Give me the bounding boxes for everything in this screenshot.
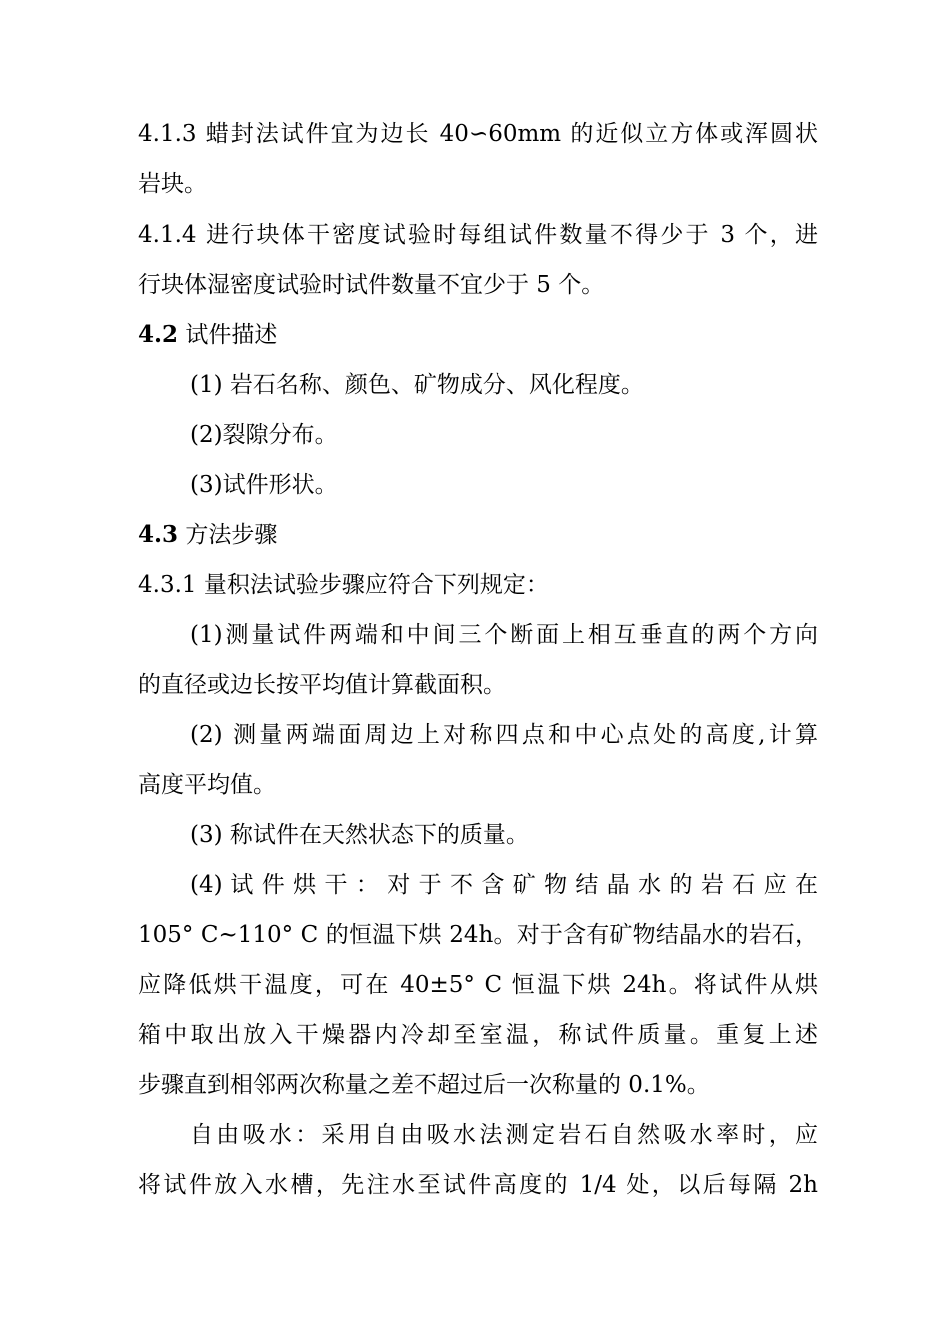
free-absorption-line-1: 自由吸水：采用自由吸水法测定岩石自然吸水率时，应: [190, 1122, 818, 1148]
list-item-shape: (3)试件形状。: [190, 472, 338, 498]
heading-4-2-title: 试件描述: [185, 322, 278, 348]
step-2-line-2: 高度平均值。: [138, 772, 276, 798]
heading-4-3-title: 方法步骤: [185, 522, 278, 548]
heading-4-3: [138, 520, 818, 550]
step-2-line-1: (2) 测量两端面周边上对称四点和中心点处的高度,计算: [190, 722, 818, 748]
paragraph-4-1-4-line-1: 4.1.4 进行块体干密度试验时每组试件数量不得少于 3 个，进: [138, 222, 818, 248]
list-item-fissures: (2)裂隙分布。: [190, 422, 338, 448]
step-4-line-1: (4) 试 件 烘 干 ： 对 于 不 含 矿 物 结 晶 水 的 岩 石 应 在: [190, 872, 818, 898]
step-1-line-1: (1)测量试件两端和中间三个断面上相互垂直的两个方向: [190, 622, 818, 648]
step-4-line-3: 应降低烘干温度，可在 40±5° C 恒温下烘 24h。将试件从烘: [138, 972, 818, 998]
free-absorption-line-2: 将试件放入水槽，先注水至试件高度的 1/4 处，以后每隔 2h: [138, 1172, 818, 1198]
section-number-4-3: 4.3: [138, 521, 179, 548]
paragraph-4-1-3-line-1: 4.1.3 蜡封法试件宜为边长 40∽60mm 的近似立方体或浑圆状: [138, 121, 818, 147]
heading-4-2: [138, 320, 818, 350]
step-3: (3) 称试件在天然状态下的质量。: [190, 822, 529, 848]
section-number-4-2: 4.2: [138, 321, 179, 348]
paragraph-4-1-3-line-2: 岩块。: [138, 171, 207, 197]
list-item-rock-name: (1) 岩石名称、颜色、矿物成分、风化程度。: [190, 372, 644, 398]
paragraph-4-3-1: 4.3.1 量积法试验步骤应符合下列规定：: [138, 572, 549, 598]
step-4-line-4: 箱中取出放入干燥器内冷却至室温，称试件质量。重复上述: [138, 1022, 818, 1048]
step-1-line-2: 的直径或边长按平均值计算截面积。: [138, 672, 506, 698]
step-4-line-5: 步骤直到相邻两次称量之差不超过后一次称量的 0.1%。: [138, 1072, 710, 1098]
paragraph-4-1-4-line-2: 行块体湿密度试验时试件数量不宜少于 5 个。: [138, 272, 605, 298]
step-4-line-2: 105° C~110° C 的恒温下烘 24h。对于含有矿物结晶水的岩石，: [138, 922, 818, 948]
